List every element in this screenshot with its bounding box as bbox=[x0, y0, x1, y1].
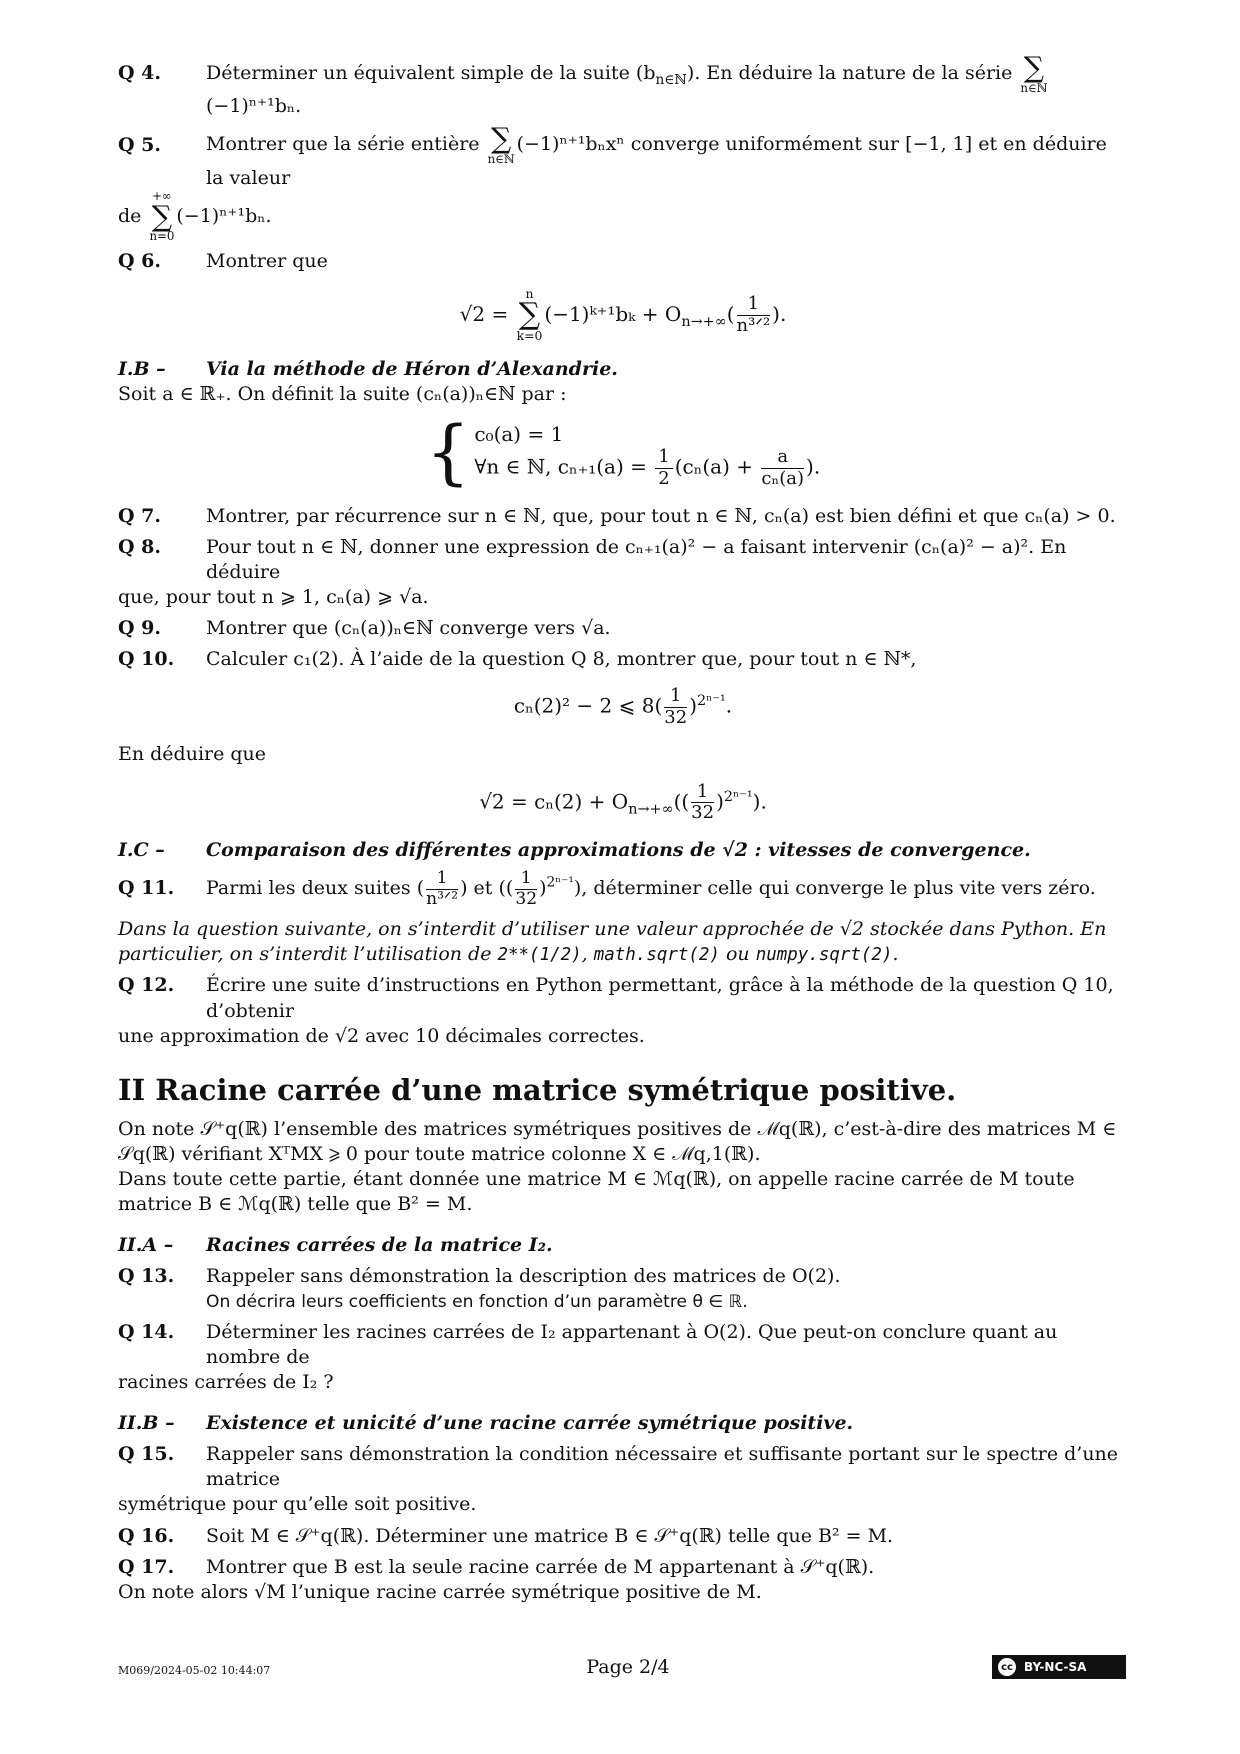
question-5-continued bbox=[118, 188, 1128, 243]
sum-symbol: n ∑ k=0 bbox=[516, 285, 543, 344]
section-I-C-heading bbox=[118, 838, 1128, 863]
exponent: 2ⁿ⁻¹ bbox=[546, 874, 574, 891]
fraction bbox=[515, 869, 537, 909]
numerator: 1 bbox=[664, 686, 687, 708]
section-II-A-heading bbox=[118, 1233, 1128, 1258]
denominator: 32 bbox=[515, 888, 538, 909]
question-label: Q 6. bbox=[118, 249, 162, 272]
numerator: 1 bbox=[426, 869, 458, 890]
formula-part: √2 = cₙ(2) + O bbox=[479, 789, 629, 814]
question-text: , déterminer celle qui converge le plus vite vers zéro. bbox=[581, 877, 1096, 900]
question-text: Montrer que B est la seule racine carrée de M appartenant à 𝒮⁺q(ℝ). bbox=[206, 1555, 875, 1578]
question-label: Q 10. bbox=[118, 647, 175, 670]
license-badge bbox=[992, 1655, 1126, 1679]
question-text: et bbox=[467, 877, 499, 900]
section-title: Via la méthode de Héron d’Alexandrie. bbox=[206, 357, 618, 380]
document-stamp: M069/2024-05-02 10:44:07 bbox=[118, 1664, 271, 1677]
question-label: Q 11. bbox=[118, 877, 175, 900]
question-text: Soit M ∈ 𝒮⁺q(ℝ). Déterminer une matrice B ∈ 𝒮⁺q(ℝ) telle que B² = M. bbox=[206, 1524, 894, 1547]
formula-part: cₙ(2)² − 2 ⩽ 8 bbox=[513, 693, 655, 718]
question-label: Q 12. bbox=[118, 974, 175, 997]
series-term: (−1)ⁿ⁺¹bₙ. bbox=[176, 204, 272, 227]
numerator: a bbox=[761, 447, 804, 469]
denominator: 32 bbox=[664, 706, 688, 728]
denominator: cₙ(a) bbox=[761, 467, 805, 489]
denominator: 32 bbox=[691, 802, 715, 824]
formula-q10-inequality: cₙ(2)² − 2 ⩽ 8( $\frac{1}{32}$ )$^{2^{n-1}}$. bbox=[513, 685, 733, 728]
question-text: Pour tout n ∈ ℕ, donner une expression de cₙ₊₁(a)² − a faisant intervenir (cₙ(a)² − a)². En déduire bbox=[206, 535, 1067, 583]
formula-part: (cₙ(a) + bbox=[674, 454, 760, 479]
python-restriction-note bbox=[118, 917, 1128, 967]
sum-upper: n bbox=[525, 285, 534, 301]
sum-lower: k=0 bbox=[516, 328, 543, 344]
question-text: Écrire une suite d’instructions en Python permettant, grâce à la méthode de la question Q 10, d’obtenir bbox=[206, 974, 1114, 1022]
question-16 bbox=[118, 1524, 1128, 1549]
note-text: . bbox=[892, 943, 899, 966]
denominator: n³ᐟ² bbox=[426, 888, 459, 909]
question-4 bbox=[118, 51, 1128, 119]
page-footer bbox=[118, 1656, 1128, 1686]
section-number: I.C – bbox=[118, 838, 165, 861]
document-page bbox=[118, 48, 1128, 1605]
numerator: 1 bbox=[737, 294, 771, 316]
paragraph: Dans toute cette partie, étant donnée une matrice M ∈ ℳq(ℝ), on appelle racine carrée de M toute matrice B ∈ ℳq(ℝ) telle que B² = M. bbox=[118, 1168, 1075, 1216]
question-14-continued: racines carrées de I₂ ? bbox=[118, 1371, 334, 1394]
question-text: Montrer que (cₙ(a))ₙ∈ℕ converge vers √a. bbox=[206, 616, 611, 639]
question-label: Q 15. bbox=[118, 1443, 175, 1466]
question-text: Montrer que bbox=[206, 249, 328, 272]
question-14 bbox=[118, 1320, 1128, 1370]
question-label: Q 7. bbox=[118, 504, 162, 527]
fraction bbox=[664, 686, 687, 728]
question-17 bbox=[118, 1555, 1128, 1580]
hint-text: On décrira leurs coefficients en fonction d’un paramètre θ ∈ ℝ. bbox=[206, 1292, 748, 1313]
question-label: Q 13. bbox=[118, 1265, 175, 1288]
series-term: (−1)ⁿ⁺¹bₙxⁿ bbox=[516, 133, 625, 156]
code-snippet: math.sqrt(2) bbox=[593, 945, 720, 966]
sum-symbol: +∞ ∑ n=0 bbox=[149, 188, 175, 243]
page-number: Page 2/4 bbox=[586, 1656, 670, 1678]
question-text: de bbox=[118, 204, 148, 227]
question-text: Parmi les deux suites bbox=[206, 877, 417, 900]
question-text: Montrer, par récurrence sur n ∈ ℕ, que, pour tout n ∈ ℕ, cₙ(a) est bien défini et que cₙ(a) > 0. bbox=[206, 504, 1116, 527]
paragraph: Soit a ∈ ℝ₊. On définit la suite (cₙ(a))ₙ∈ℕ par : bbox=[118, 382, 567, 405]
section-number: II.A – bbox=[118, 1234, 174, 1257]
section-number: I.B – bbox=[118, 357, 166, 380]
denominator: n³ᐟ² bbox=[736, 314, 771, 336]
question-text: Montrer que la série entière bbox=[206, 133, 486, 156]
numerator: 1 bbox=[515, 869, 537, 890]
system-line-2 bbox=[474, 447, 820, 489]
question-text: Déterminer un équivalent simple de la suite (b bbox=[206, 62, 656, 85]
question-8 bbox=[118, 535, 1128, 585]
question-9 bbox=[118, 616, 1128, 641]
formula-part: (−1)ᵏ⁺¹bₖ + O bbox=[544, 301, 682, 326]
code-snippet: numpy.sqrt(2) bbox=[755, 945, 893, 966]
question-label: Q 4. bbox=[118, 62, 162, 85]
section-I-B-heading bbox=[118, 357, 1128, 382]
fraction bbox=[426, 869, 458, 909]
paragraph: En déduire que bbox=[118, 743, 267, 766]
question-label: Q 5. bbox=[118, 133, 162, 156]
numerator: 1 bbox=[655, 447, 672, 469]
sum-upper: +∞ bbox=[152, 188, 172, 203]
fraction bbox=[655, 447, 672, 489]
part-II-title: II Racine carrée d’une matrice symétrique positive. bbox=[118, 1072, 957, 1107]
formula-part: ∀n ∈ ℕ, cₙ₊₁(a) = bbox=[474, 454, 654, 479]
subscript: n∈ℕ bbox=[655, 71, 687, 88]
note-text: Dans la question suivante, on s’interdit d’utiliser une valeur approchée de √2 stockée dans Python. En particulier, on s’interdit l’utilisation de bbox=[118, 918, 1107, 966]
formula-part: ). bbox=[806, 454, 821, 479]
question-text: Rappeler sans démonstration la condition nécessaire et suffisante portant sur le spectre d’une matrice bbox=[206, 1443, 1119, 1491]
question-text: Déterminer les racines carrées de I₂ appartenant à O(2). Que peut-on conclure quant au nombre de bbox=[206, 1320, 1058, 1369]
formula-part: √2 = bbox=[459, 301, 515, 326]
question-17-continued: On note alors √M l’unique racine carrée symétrique positive de M. bbox=[118, 1580, 762, 1603]
series-term: (−1)ⁿ⁺¹bₙ. bbox=[206, 95, 302, 118]
sum-lower: n=0 bbox=[149, 229, 175, 243]
sum-lower: n∈ℕ bbox=[1020, 80, 1048, 95]
fraction bbox=[737, 294, 771, 336]
question-12-continued: une approximation de √2 avec 10 décimales correctes. bbox=[118, 1024, 645, 1047]
question-13 bbox=[118, 1264, 1128, 1289]
question-11: Q 11. Parmi les deux suites ( $\frac{1}{\text{n³ᐟ²}}$ ) et (( $\frac{1}{32}$ )$^{2^{n-1}}$), déterminer celle qui converge le plus vite vers zéro. bbox=[118, 867, 1096, 909]
fraction bbox=[761, 447, 804, 489]
question-8-continued: que, pour tout n ⩾ 1, cₙ(a) ⩾ √a. bbox=[118, 585, 429, 608]
question-label: Q 8. bbox=[118, 535, 162, 558]
question-text: converge uniformément sur [−1, 1] et en déduire la valeur bbox=[206, 133, 1107, 189]
sum-symbol: ∑ n∈ℕ bbox=[487, 122, 515, 166]
sum-lower: n∈ℕ bbox=[487, 151, 515, 166]
code-snippet: 2**(1/2) bbox=[497, 945, 582, 966]
question-text: Rappeler sans démonstration la description des matrices de O(2). bbox=[206, 1265, 841, 1288]
question-13-hint bbox=[118, 1291, 1128, 1314]
section-title: Racines carrées de la matrice I₂. bbox=[206, 1234, 553, 1257]
question-label: Q 9. bbox=[118, 616, 162, 639]
subscript: n→+∞ bbox=[681, 313, 727, 330]
question-10 bbox=[118, 647, 1128, 672]
note-text: ou bbox=[719, 943, 756, 966]
question-5 bbox=[118, 122, 1128, 190]
note-text: , bbox=[581, 943, 594, 966]
section-title: Comparaison des différentes approximations de √2 : vitesses de convergence. bbox=[206, 838, 1031, 861]
question-label: Q 14. bbox=[118, 1320, 175, 1343]
section-II-B-heading bbox=[118, 1411, 1128, 1436]
fraction bbox=[691, 782, 714, 824]
question-7 bbox=[118, 504, 1128, 529]
question-15-continued: symétrique pour qu’elle soit positive. bbox=[118, 1493, 477, 1516]
denominator: 2 bbox=[658, 467, 670, 489]
creative-commons-icon: cc bbox=[996, 1656, 1018, 1678]
section-title: Existence et unicité d’une racine carrée symétrique positive. bbox=[206, 1412, 854, 1435]
numerator: 1 bbox=[691, 782, 714, 804]
question-text: Calculer c₁(2). À l’aide de la question Q 8, montrer que, pour tout n ∈ ℕ*, bbox=[206, 647, 917, 670]
recurrence-system: { c₀(a) = 1 ∀n ∈ ℕ, cₙ₊₁(a) = $\frac{1}{2}$ (cₙ(a) + $\frac{a}{\text{cₙ(a)}}$ ). bbox=[425, 410, 821, 493]
formula-q10-asymptotic: $√2 = c_n(2) + O_{n\to+\infty}$(( $\frac{1}{32}$ )$^{2^{n-1}}$). bbox=[479, 780, 767, 824]
exponent: 2ⁿ⁻¹ bbox=[723, 788, 753, 805]
section-number: II.B – bbox=[118, 1412, 175, 1435]
formula-q6: √2 = n ∑ k=0 (−1)ᵏ⁺¹bₖ + $O_{n\to+\infty}$( $\frac{1}{\text{n³ᐟ²}}$ ). bbox=[459, 285, 787, 344]
paragraph: On note 𝒮⁺q(ℝ) l’ensemble des matrices symétriques positives de ℳq(ℝ), c’est-à-dire des matrices M ∈ 𝒮q(ℝ) vérifiant XᵀMX ⩾ 0 pour toute matrice colonne X ∈ ℳq,1(ℝ). bbox=[118, 1117, 1117, 1166]
sum-symbol: ∑ n∈ℕ bbox=[1020, 51, 1048, 95]
system-line-1: c₀(a) = 1 bbox=[474, 421, 564, 446]
question-label: Q 17. bbox=[118, 1555, 175, 1578]
question-15 bbox=[118, 1442, 1128, 1492]
question-12 bbox=[118, 973, 1128, 1023]
license-label: BY-NC-SA bbox=[1024, 1660, 1087, 1674]
question-text: ). En déduire la nature de la série bbox=[686, 62, 1019, 85]
question-label: Q 16. bbox=[118, 1524, 175, 1547]
subscript: n→+∞ bbox=[628, 801, 674, 818]
exponent: 2ⁿ⁻¹ bbox=[697, 692, 726, 709]
question-6 bbox=[118, 249, 1128, 274]
